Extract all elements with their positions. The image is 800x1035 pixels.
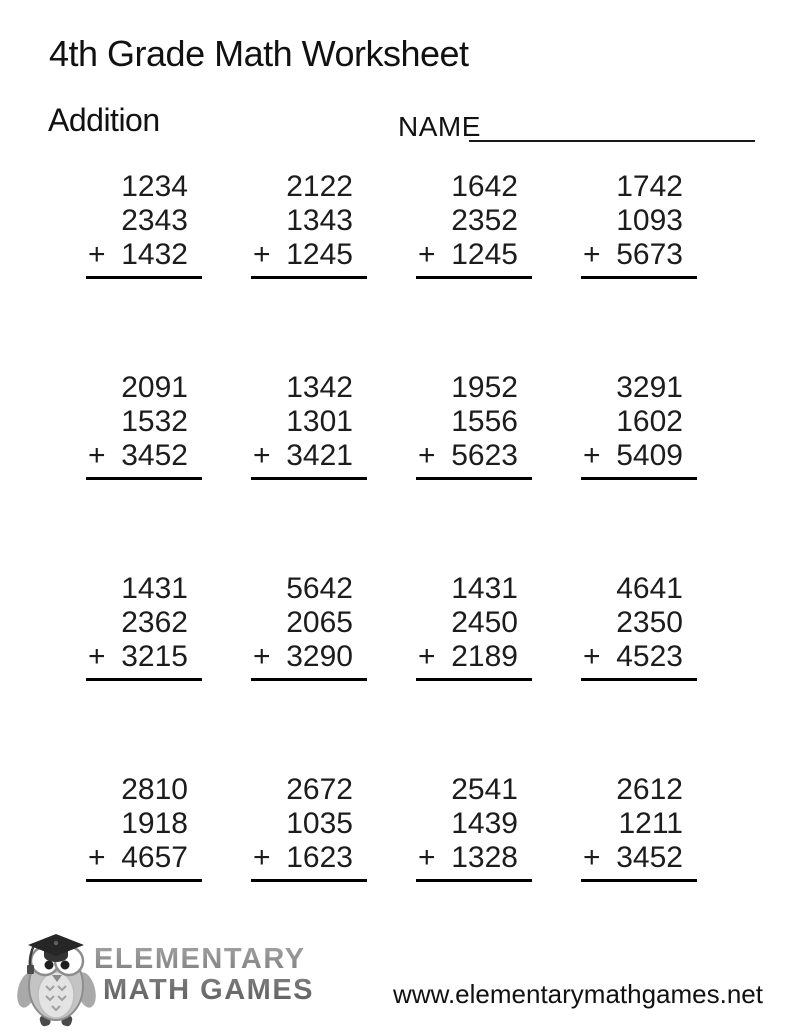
addend: 5673 <box>616 238 683 271</box>
plus-operator: + <box>88 238 106 271</box>
section-label-addition: Addition <box>48 102 160 138</box>
plus-operator: + <box>88 439 106 472</box>
sum-line <box>581 678 697 681</box>
plus-operator: + <box>418 841 436 874</box>
plus-operator: + <box>253 439 271 472</box>
addition-problem <box>86 170 202 279</box>
addend: 3452 <box>616 841 683 874</box>
sum-line <box>251 879 367 882</box>
addend: 1035 <box>286 807 353 840</box>
addend: 1211 <box>618 807 683 840</box>
addend: 1642 <box>451 170 518 203</box>
addend: 3291 <box>616 371 683 404</box>
plus-operator: + <box>88 640 106 673</box>
addend: 1328 <box>451 841 518 874</box>
operator-row <box>251 841 367 875</box>
addition-problem <box>581 371 697 480</box>
plus-operator: + <box>418 439 436 472</box>
addend: 3421 <box>286 439 353 472</box>
problems-grid <box>86 170 697 882</box>
addition-problem <box>581 572 697 681</box>
addend: 1342 <box>286 371 353 404</box>
addend: 2352 <box>451 204 518 237</box>
addend: 2189 <box>451 640 518 673</box>
plus-operator: + <box>88 841 106 874</box>
addend: 4657 <box>121 841 188 874</box>
addend: 5409 <box>616 439 683 472</box>
addition-problem <box>251 170 367 279</box>
website-url: www.elementarymathgames.net <box>393 979 763 1009</box>
sum-line <box>86 879 202 882</box>
logo-wordmark <box>94 944 314 1006</box>
addition-problem <box>416 371 532 480</box>
sum-line <box>416 477 532 480</box>
addend: 4641 <box>616 572 683 605</box>
sum-line <box>251 276 367 279</box>
addend: 3290 <box>286 640 353 673</box>
operator-row <box>581 439 697 473</box>
name-label: NAME <box>398 111 481 142</box>
addend: 2450 <box>451 606 518 639</box>
addend: 2810 <box>121 773 188 806</box>
addend: 3452 <box>121 439 188 472</box>
sum-line <box>86 678 202 681</box>
sum-line <box>86 276 202 279</box>
addend: 4523 <box>616 640 683 673</box>
operator-row <box>416 439 532 473</box>
addend: 5642 <box>286 572 353 605</box>
operator-row <box>416 238 532 272</box>
sum-line <box>251 678 367 681</box>
addition-problem <box>251 371 367 480</box>
operator-row <box>251 238 367 272</box>
plus-operator: + <box>583 841 601 874</box>
sum-line <box>581 276 697 279</box>
addend: 2122 <box>286 170 353 203</box>
operator-row <box>416 640 532 674</box>
operator-row <box>251 439 367 473</box>
operator-row <box>86 841 202 875</box>
operator-row <box>581 640 697 674</box>
addition-problem <box>86 773 202 882</box>
sum-line <box>581 879 697 882</box>
addend: 2362 <box>121 606 188 639</box>
plus-operator: + <box>253 841 271 874</box>
operator-row <box>416 841 532 875</box>
page-title: 4th Grade Math Worksheet <box>49 33 469 74</box>
operator-row <box>86 640 202 674</box>
plus-operator: + <box>253 238 271 271</box>
addition-problem <box>251 773 367 882</box>
addition-problem <box>251 572 367 681</box>
logo-line2: MATH GAMES <box>103 974 315 1006</box>
addend: 2672 <box>286 773 353 806</box>
operator-row <box>86 238 202 272</box>
plus-operator: + <box>583 238 601 271</box>
addend: 1602 <box>616 405 683 438</box>
addend: 2541 <box>451 773 518 806</box>
plus-operator: + <box>418 640 436 673</box>
addend: 1431 <box>121 572 188 605</box>
addition-problem <box>86 572 202 681</box>
addend: 2350 <box>616 606 683 639</box>
addition-problem <box>86 371 202 480</box>
addend: 2065 <box>286 606 353 639</box>
name-blank-line <box>469 140 755 142</box>
operator-row <box>581 238 697 272</box>
addend: 1245 <box>286 238 353 271</box>
addend: 1623 <box>286 841 353 874</box>
addend: 1918 <box>121 807 188 840</box>
plus-operator: + <box>253 640 271 673</box>
sum-line <box>581 477 697 480</box>
logo-line1: ELEMENTARY <box>94 943 306 975</box>
addend: 1431 <box>451 572 518 605</box>
addend: 1556 <box>451 405 518 438</box>
addend: 1301 <box>286 405 353 438</box>
addition-problem <box>416 773 532 882</box>
addition-problem <box>581 773 697 882</box>
plus-operator: + <box>583 439 601 472</box>
addition-problem <box>416 170 532 279</box>
sum-line <box>416 879 532 882</box>
addend: 1532 <box>121 405 188 438</box>
sum-line <box>251 477 367 480</box>
addend: 1432 <box>121 238 188 271</box>
addend: 5623 <box>451 439 518 472</box>
plus-operator: + <box>583 640 601 673</box>
addend: 2343 <box>121 204 188 237</box>
addend: 1439 <box>451 807 518 840</box>
addend: 1742 <box>616 170 683 203</box>
addend: 2091 <box>121 371 188 404</box>
owl-graduation-cap-icon <box>14 929 99 1034</box>
operator-row <box>581 841 697 875</box>
addend: 1343 <box>286 204 353 237</box>
operator-row <box>251 640 367 674</box>
plus-operator: + <box>418 238 436 271</box>
addend: 2612 <box>616 773 683 806</box>
addend: 3215 <box>121 640 188 673</box>
addition-problem <box>581 170 697 279</box>
addend: 1952 <box>451 371 518 404</box>
addend: 1234 <box>121 170 188 203</box>
addend: 1093 <box>616 204 683 237</box>
addition-problem <box>416 572 532 681</box>
operator-row <box>86 439 202 473</box>
sum-line <box>416 276 532 279</box>
sum-line <box>416 678 532 681</box>
addend: 1245 <box>451 238 518 271</box>
sum-line <box>86 477 202 480</box>
